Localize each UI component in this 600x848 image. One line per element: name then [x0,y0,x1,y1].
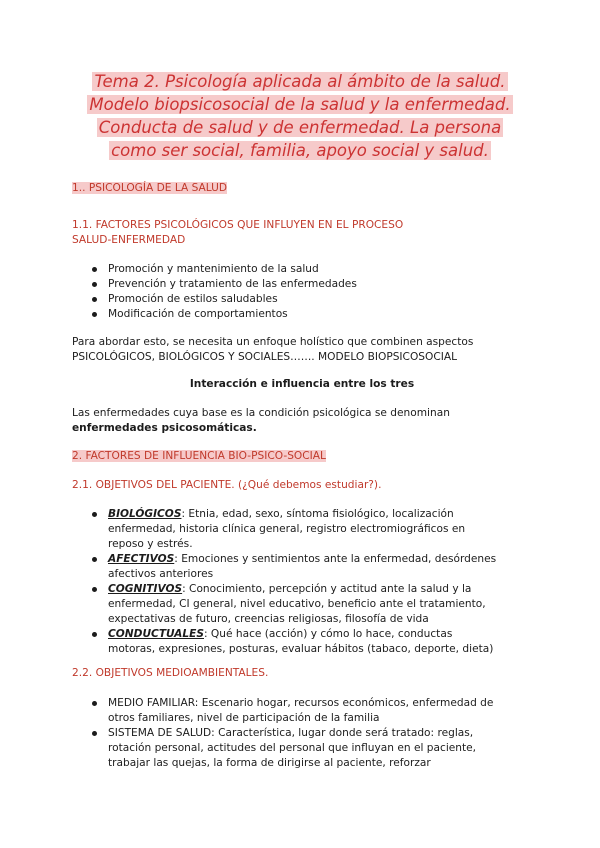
list-item: AFECTIVOS: Emociones y sentimientos ante la enfermedad, desórdenes afectivos anteriores [90,552,530,582]
section-2-1-heading: 2.1. OBJETIVOS DEL PACIENTE. (¿Qué debemos estudiar?). [72,479,382,491]
list-item: BIOLÓGICOS: Etnia, edad, sexo, síntoma fisiológico, localización enfermedad, historia clínica general, registro electromiográficos en reposo y estrés. [90,507,530,552]
list-item: Modificación de comportamientos [90,307,530,322]
list-item: Promoción y mantenimiento de la salud [90,262,530,277]
title-line: Modelo biopsicosocial de la salud y la enfermedad. [89,95,511,114]
list-item: SISTEMA DE SALUD: Característica, lugar donde será tratado: reglas, rotación personal, actitudes del personal que influyan en el paciente, trabajar las quejas, la forma de dirigirse al paciente, reforzar [90,726,530,771]
document-title [70,70,530,162]
factors-list [90,262,530,322]
title-line: como ser social, familia, apoyo social y salud. [111,141,489,160]
environment-objectives-list [90,696,530,771]
list-item: COGNITIVOS: Conocimiento, percepción y actitud ante la salud y la enfermedad, CI general, nivel educativo, beneficio ante el tratamiento, expectativas de futuro, creencias religiosas, filosofía de vida [90,582,530,627]
title-line: Tema 2. Psicología aplicada al ámbito de la salud. [94,72,506,91]
list-item: Prevención y tratamiento de las enfermedades [90,277,530,292]
section-2-2-heading: 2.2. OBJETIVOS MEDIOAMBIENTALES. [72,667,269,679]
patient-objectives-list [90,507,530,657]
psychosomatic-paragraph: Las enfermedades cuya base es la condición psicológica se denominan enfermedades psicosomáticas. [72,407,450,434]
title-line: Conducta de salud y de enfermedad. La persona [98,118,502,137]
list-item: MEDIO FAMILIAR: Escenario hogar, recursos económicos, enfermedad de otros familiares, nivel de participación de la familia [90,696,530,726]
section-1-1-heading: 1.1. FACTORES PSICOLÓGICOS QUE INFLUYEN EN EL PROCESO SALUD-ENFERMEDAD [72,219,404,246]
list-item: Promoción de estilos saludables [90,292,530,307]
list-item: CONDUCTUALES: Qué hace (acción) y cómo lo hace, conductas motoras, expresiones, posturas, evaluar hábitos (tabaco, deporte, dieta) [90,627,530,657]
section-2-heading: 2. FACTORES DE INFLUENCIA BIO-PSICO-SOCIAL [72,450,326,462]
section-1-heading: 1.. PSICOLOGÍA DE LA SALUD [72,182,228,194]
interaction-line: Interacción e influencia entre los tres [189,378,415,390]
holistic-paragraph: Para abordar esto, se necesita un enfoque holístico que combinen aspectos PSICOLÓGICOS, BIOLÓGICOS Y SOCIALES……. MODELO BIOPSICOSOCIAL [72,336,474,363]
